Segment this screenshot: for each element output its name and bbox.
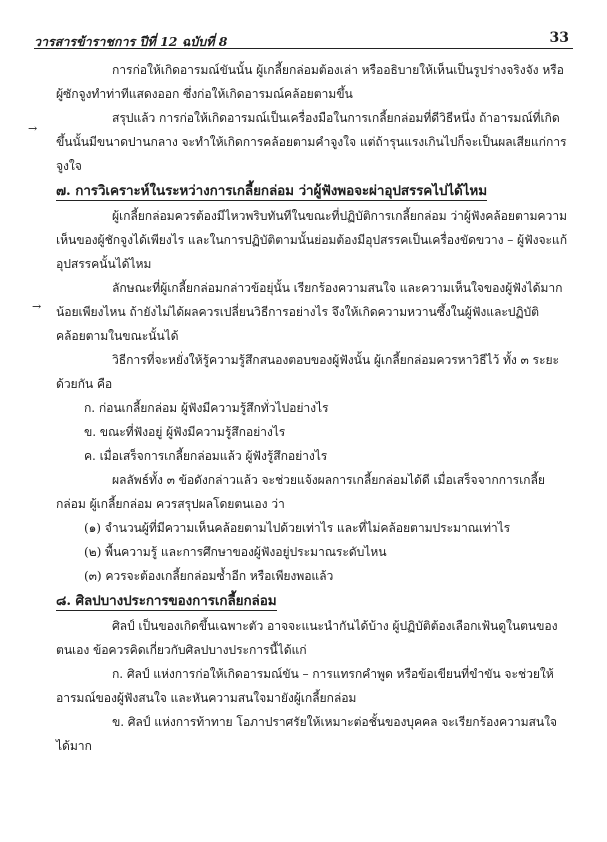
- list-item: (๓) ควรจะต้องเกลี้ยกล่อมซ้ำอีก หรือเพียงพอแล้ว: [84, 569, 334, 583]
- list-item: (๒) พื้นความรู้ และการศึกษาของผู้ฟังอยู่ประมาณระดับไหน: [84, 545, 387, 559]
- header-rule: [34, 48, 573, 49]
- section-heading-text: ๗. การวิเคราะห์ในระหว่างการเกลี้ยกล่อม ว่าผู้ฟังพอจะผ่าอุปสรรคไปได้ไหม: [56, 183, 488, 199]
- list-item: (๑) จำนวนผู้ที่มีความเห็นคล้อยตามไปด้วยเท่าไร และที่ไม่คล้อยตามประมาณเท่าไร: [84, 521, 511, 535]
- body-text: [56, 58, 567, 758]
- paragraph: ลักษณะที่ผู้เกลี้ยกล่อมกล่าวข้อยุ่นั้น เรียกร้องความสนใจ และความเห็นใจของผู้ฟังได้มากน้อยเพียงไหน ถ้ายังไม่ได้ผลควรเปลี่ยนวิธีการอย่างไร จึงให้เกิดความหวานซึ้งในผู้ฟังและปฏิบัติคล้อยตามในขณะนั้นได้: [56, 281, 563, 343]
- paragraph: ผลลัพธ์ทั้ง ๓ ข้อดังกล่าวแล้ว จะช่วยแจ้งผลการเกลี้ยกล่อมได้ดี เมื่อเสร็จจากการเกลี้ยกล่อม ผู้เกลี้ยกล่อม ควรสรุปผลโดยตนเอง ว่า: [56, 473, 545, 511]
- list-item: ค. เมื่อเสร็จการเกลี้ยกล่อมแล้ว ผู้ฟังรู้สึกอย่างไร: [84, 449, 328, 463]
- section-heading-7: [56, 178, 567, 204]
- section-heading-8: [56, 588, 567, 614]
- paragraph: ผู้เกลี้ยกล่อมควรต้องมีไหวพริบทันทีในขณะที่ปฏิบัติการเกลี้ยกล่อม ว่าผู้ฟังคล้อยตามความเห็นของผู้ชักจูงได้เพียงไร และในการปฏิบัติตามนั้นย่อมต้องมีอุปสรรคเป็นเครื่องขัดขวาง – ผู้ฟังจะแก้อุปสรรคนั้นได้ไหม: [56, 209, 567, 271]
- paragraph: ศิลป์ เป็นของเกิดขึ้นเฉพาะตัว อาจจะแนะนำกันได้บ้าง ผู้ปฏิบัติต้องเลือกเฟ้นดูในตนของตนเอง ข้อควรคิดเกี่ยวกับศิลปบางประการนี้ได้แก่: [56, 619, 558, 657]
- paragraph: ก. ศิลป์ แห่งการก่อให้เกิดอารมณ์ขัน – การแทรกคำพูด หรือข้อเขียนที่ขำขัน จะช่วยให้อารมณ์ของผู้ฟังสนใจ และหันความสนใจมายังผู้เกลี้ยกล่อม: [56, 667, 554, 705]
- margin-arrow-icon: →: [32, 300, 42, 313]
- list-item: ก. ก่อนเกลี้ยกล่อม ผู้ฟังมีความรู้สึกทั่วไปอย่างไร: [84, 401, 329, 415]
- page-number: 33: [549, 30, 569, 46]
- section-heading-text: ๘. ศิลปบางประการของการเกลี้ยกล่อม: [56, 593, 277, 609]
- paragraph: การก่อให้เกิดอารมณ์ขันนั้น ผู้เกลี้ยกล่อมต้องเล่า หรืออธิบายให้เห็นเป็นรูปร่างจริงจัง หรือผู้ซักจูงทำท่าทีแสดงออก ซึ่งก่อให้เกิดอารมณ์คล้อยตามขึ้น: [56, 63, 564, 101]
- paragraph: วิธีการที่จะหยั่งให้รู้ความรู้สึกสนองตอบของผู้ฟังนั้น ผู้เกลี้ยกล่อมควรหาวิธีไว้ ทั้ง ๓ ระยะด้วยกัน คือ: [56, 353, 559, 391]
- running-header: [34, 28, 573, 48]
- paragraph: สรุปแล้ว การก่อให้เกิดอารมณ์เป็นเครื่องมือในการเกลี้ยกล่อมที่ดีวิธีหนึ่ง ถ้าอารมณ์ที่เกิดขึ้นนั้นมีขนาดปานกลาง จะทำให้เกิดการคล้อยตามคำจูงใจ แต่ถ้ารุนแรงเกินไปก็จะเป็นผลเสียแก่การจูงใจ: [56, 111, 567, 173]
- margin-arrow-icon: →: [28, 122, 38, 135]
- journal-title: วารสารข้าราชการ ปีที่ 12 ฉบับที่ 8: [34, 34, 228, 49]
- list-item: ข. ขณะที่ฟังอยู่ ผู้ฟังมีความรู้สึกอย่างไร: [84, 425, 286, 439]
- paragraph: ข. ศิลป์ แห่งการท้าทาย โอภาปราศรัยให้เหมาะต่อชั้นของบุคคล จะเรียกร้องความสนใจได้มาก: [56, 715, 557, 753]
